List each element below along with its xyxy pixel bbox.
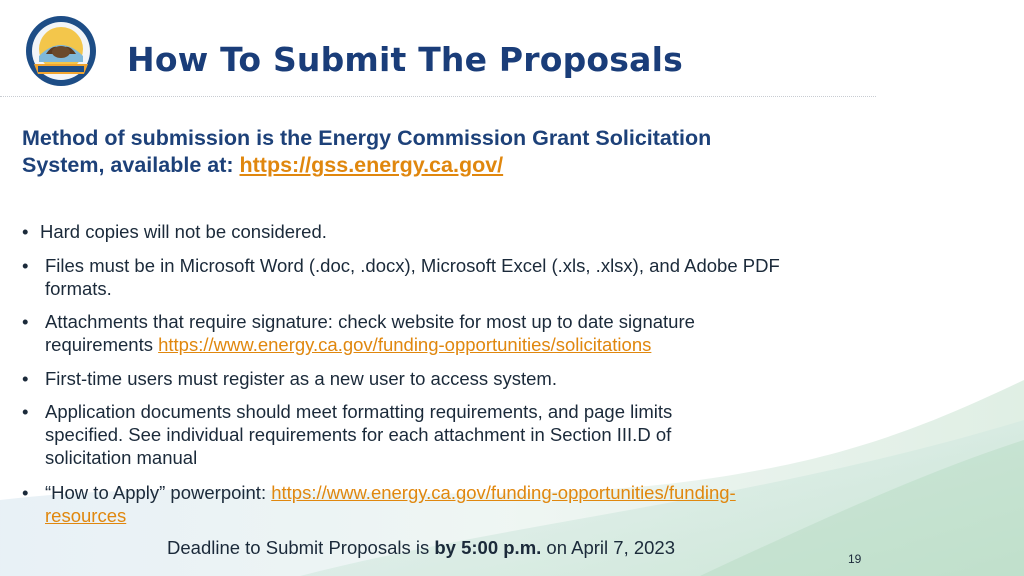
list-item-text-line-2 [45, 504, 736, 527]
energy-commission-seal-logo [24, 14, 98, 88]
bullet-marker: • [22, 311, 29, 332]
intro-line-1: Method of submission is the Energy Commission Grant Solicitation [22, 126, 712, 150]
intro-line-2 [22, 152, 922, 179]
list-item-text-line-1: Application documents should meet formatting requirements, and page limits [45, 401, 673, 422]
page-title: How To Submit The Proposals [127, 40, 683, 79]
list-item-file-formats [22, 254, 780, 300]
bullet-marker: • [22, 368, 29, 389]
list-item-text-line-2 [45, 333, 695, 356]
list-item-how-to-apply [22, 481, 736, 527]
list-item-text-line-1: Files must be in Microsoft Word (.doc, .docx), Microsoft Excel (.xls, .xlsx), and Adobe PDF [45, 255, 780, 276]
submission-deadline [167, 537, 675, 559]
intro-line-2-prefix: System, available at: [22, 153, 240, 177]
bullet-marker: • [22, 401, 29, 422]
list-item-text-line-1 [45, 481, 736, 504]
list-item-text: First-time users must register as a new user to access system. [45, 368, 557, 389]
list-item-text-line-1: Attachments that require signature: check website for most up to date signature [45, 311, 695, 332]
list-item-signatures [22, 310, 695, 356]
deadline-date: on April 7, 2023 [541, 537, 676, 558]
solicitations-link[interactable]: https://www.energy.ca.gov/funding-opportunities/solicitations [158, 334, 652, 355]
gss-link[interactable]: https://gss.energy.ca.gov/ [239, 153, 504, 177]
list-item-text-line-2: formats. [45, 278, 112, 299]
list-item-registration [22, 367, 557, 390]
submission-method-intro [22, 125, 922, 179]
list-item-text-line-3: solicitation manual [45, 447, 198, 468]
list-item-hard-copies [22, 220, 327, 243]
title-divider [0, 96, 876, 97]
deadline-time: by 5:00 p.m. [434, 537, 542, 558]
list-item-text-line-2: specified. See individual requirements for each attachment in Section III.D of [45, 424, 672, 445]
deadline-prefix: Deadline to Submit Proposals is [167, 537, 435, 558]
list-item-text-prefix: “How to Apply” powerpoint: [45, 482, 272, 503]
funding-resources-link[interactable]: https://www.energy.ca.gov/funding-opportunities/funding- [271, 482, 736, 503]
funding-resources-link-continued[interactable]: resources [45, 505, 127, 526]
bullet-marker: • [22, 482, 29, 503]
list-item-text: Hard copies will not be considered. [40, 221, 327, 242]
bullet-marker: • [22, 255, 29, 276]
list-item-formatting [22, 400, 672, 469]
list-item-text-prefix: requirements [45, 334, 159, 355]
bullet-marker: • [22, 221, 29, 242]
page-number: 19 [848, 552, 862, 566]
